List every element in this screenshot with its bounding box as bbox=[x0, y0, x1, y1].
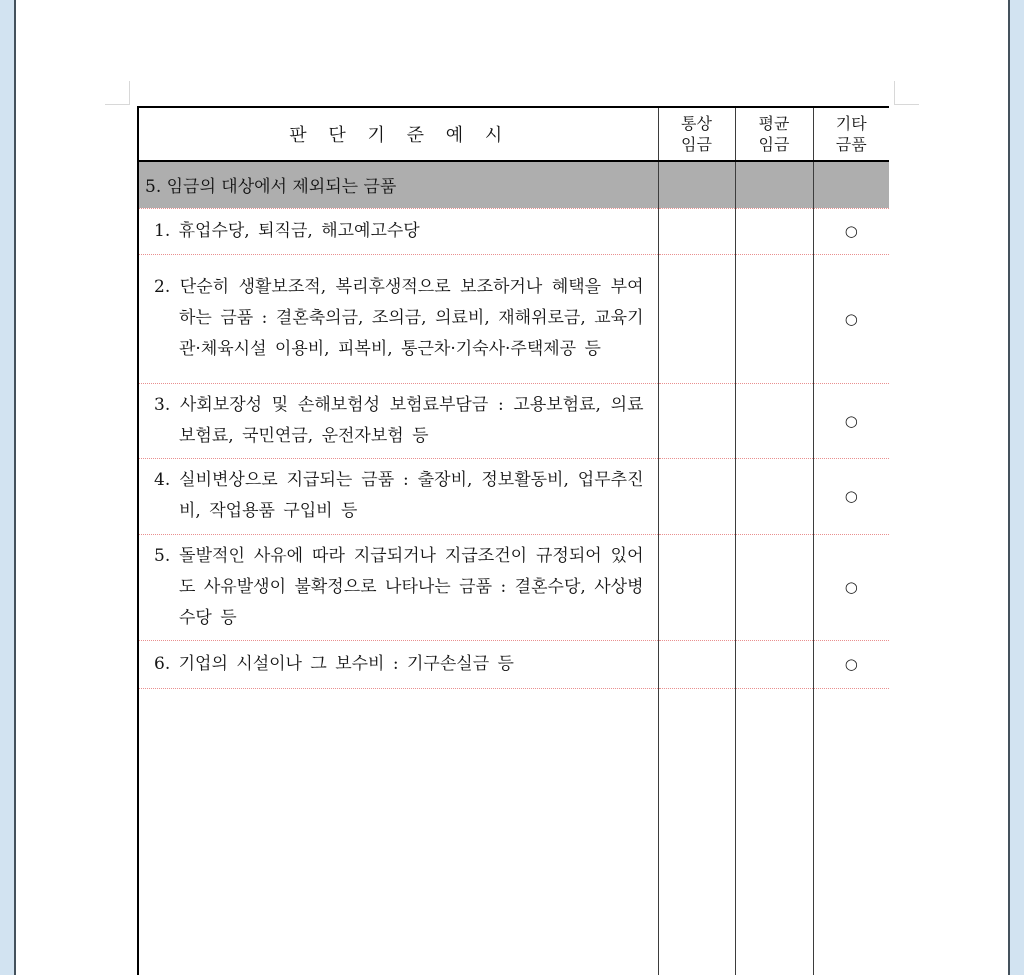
right-edge-strip bbox=[1010, 0, 1024, 975]
table-row bbox=[138, 383, 889, 458]
criteria-text: 6. 기업의 시설이나 그 보수비 : 기구손실금 등 bbox=[138, 640, 658, 688]
criteria-text: 3. 사회보장성 및 손해보험성 보험료부담금 : 고용보험료, 의료보험료, 국민연금, 운전자보험 등 bbox=[138, 383, 658, 458]
ordinary-wage-header-line2: 임금 bbox=[681, 135, 712, 154]
ordinary-wage-mark bbox=[658, 640, 735, 688]
left-edge-strip bbox=[0, 0, 14, 975]
section-empty-cell bbox=[735, 161, 813, 208]
other-goods-mark: ○ bbox=[813, 640, 889, 688]
average-wage-header-line1: 평균 bbox=[758, 114, 790, 133]
empty-cell bbox=[735, 688, 813, 975]
left-page-border bbox=[14, 0, 16, 975]
ordinary-wage-mark bbox=[658, 458, 735, 534]
ordinary-wage-mark bbox=[658, 383, 735, 458]
criteria-text: 2. 단순히 생활보조적, 복리후생적으로 보조하거나 혜택을 부여하는 금품 : 결혼축의금, 조의금, 의료비, 재해위로금, 교육기관·체육시설 이용비, 피복비, 통근차·기숙사·주택제공 등 bbox=[138, 254, 658, 383]
other-goods-mark: ○ bbox=[813, 254, 889, 383]
section-empty-cell bbox=[658, 161, 735, 208]
empty-cell bbox=[658, 688, 735, 975]
other-goods-mark: ○ bbox=[813, 383, 889, 458]
criteria-text: 5. 돌발적인 사유에 따라 지급되거나 지급조건이 규정되어 있어도 사유발생이 불확정으로 나타나는 금품 : 결혼수당, 사상병수당 등 bbox=[138, 534, 658, 640]
section-empty-cell bbox=[813, 161, 889, 208]
average-wage-mark bbox=[735, 458, 813, 534]
other-goods-mark: ○ bbox=[813, 534, 889, 640]
text-boundary-mark-top-left bbox=[105, 81, 130, 105]
ordinary-wage-mark bbox=[658, 208, 735, 254]
ordinary-wage-mark bbox=[658, 534, 735, 640]
average-wage-mark bbox=[735, 640, 813, 688]
other-goods-header-cell bbox=[813, 107, 889, 161]
other-goods-header-line1: 기타 bbox=[835, 114, 867, 133]
criteria-text: 4. 실비변상으로 지급되는 금품 : 출장비, 정보활동비, 업무추진비, 작업용품 구입비 등 bbox=[138, 458, 658, 534]
criteria-header-cell: 판 단 기 준 예 시 bbox=[138, 107, 658, 161]
table-row bbox=[138, 254, 889, 383]
text-boundary-mark-top-right bbox=[894, 81, 919, 105]
section-title: 5. 임금의 대상에서 제외되는 금품 bbox=[138, 161, 658, 208]
table-row bbox=[138, 208, 889, 254]
ordinary-wage-header-cell bbox=[658, 107, 735, 161]
other-goods-mark: ○ bbox=[813, 458, 889, 534]
empty-cell bbox=[138, 688, 658, 975]
empty-table-row bbox=[138, 688, 889, 975]
other-goods-mark: ○ bbox=[813, 208, 889, 254]
average-wage-mark bbox=[735, 534, 813, 640]
table-row bbox=[138, 640, 889, 688]
average-wage-mark bbox=[735, 208, 813, 254]
average-wage-mark bbox=[735, 383, 813, 458]
criteria-text: 1. 휴업수당, 퇴직금, 해고예고수당 bbox=[138, 208, 658, 254]
ordinary-wage-mark bbox=[658, 254, 735, 383]
wage-criteria-table bbox=[137, 106, 889, 975]
table-row bbox=[138, 458, 889, 534]
table-header-row bbox=[138, 107, 889, 161]
other-goods-header-line2: 금품 bbox=[835, 135, 867, 154]
empty-cell bbox=[813, 688, 889, 975]
average-wage-header-cell bbox=[735, 107, 813, 161]
table-row bbox=[138, 534, 889, 640]
ordinary-wage-header-line1: 통상 bbox=[681, 114, 712, 133]
average-wage-mark bbox=[735, 254, 813, 383]
average-wage-header-line2: 임금 bbox=[758, 135, 790, 154]
section-header-row bbox=[138, 161, 889, 208]
